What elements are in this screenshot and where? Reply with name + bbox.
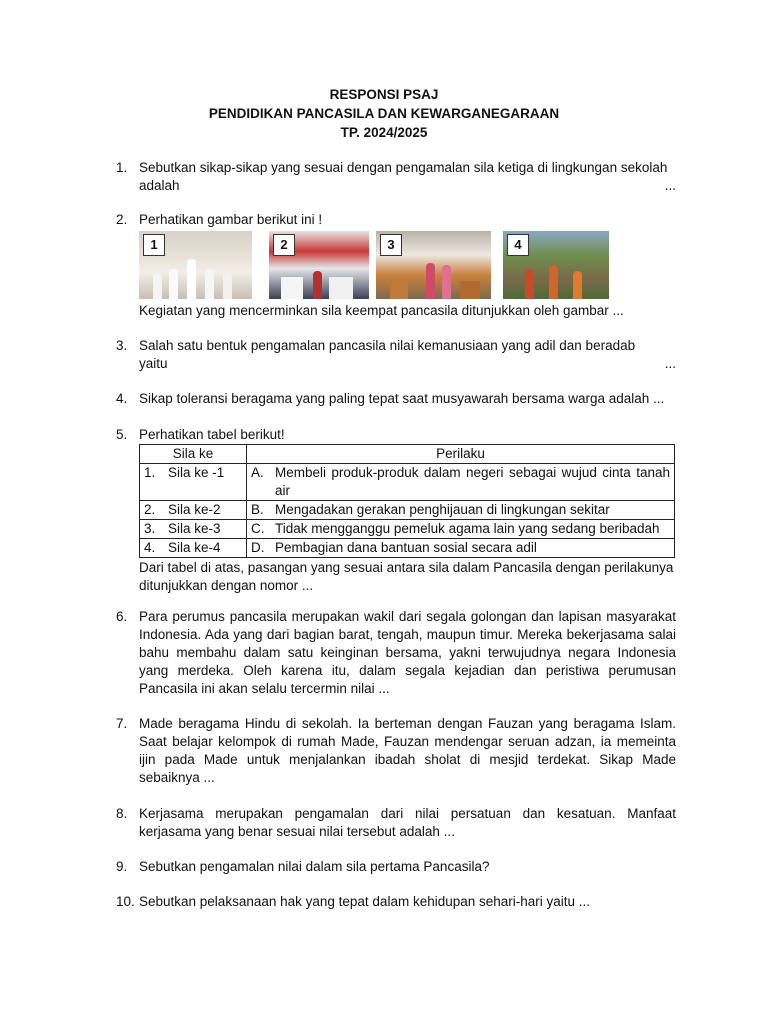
question-text: Sikap toleransi beragama yang paling tepat saat musyawarah bersama warga adalah ... [139, 391, 665, 406]
table-header-cell: Sila ke [140, 445, 247, 464]
question-6 [116, 608, 676, 698]
perilaku-cell: Mengadakan gerakan penghijauan di lingkungan sekitar [275, 502, 610, 517]
question-1 [116, 159, 676, 195]
question-followup: Kegiatan yang mencerminkan sila keempat pancasila ditunjukkan oleh gambar ... [139, 303, 624, 318]
header-title: RESPONSI PSAJ [329, 87, 439, 102]
sila-cell: Sila ke -1 [168, 465, 225, 480]
question-4 [116, 390, 676, 408]
question-3 [116, 337, 676, 373]
image-strip [139, 231, 676, 299]
table-row [140, 501, 675, 520]
question-10 [116, 893, 676, 911]
perilaku-cell: Pembagian dana bantuan sosial secara adil [275, 540, 537, 555]
question-text: Kerjasama merupakan pengamalan dari nilai persatuan dan kesatuan. Manfaat kerjasama yang benar sesuai nilai tersebut adalah ... [139, 806, 676, 839]
document-header [0, 86, 768, 143]
question-followup: Dari tabel di atas, pasangan yang sesuai antara sila dalam Pancasila dengan perilakunya ditunjukkan dengan nomor ... [139, 560, 674, 593]
perilaku-cell: Tidak mengganggu pemeluk agama lain yang sedang beribadah [275, 521, 660, 536]
question-number: 7. [116, 716, 128, 731]
row-number: 4. [144, 540, 156, 555]
photo-1-prayer-image [139, 231, 252, 299]
question-number: 5. [116, 427, 128, 442]
question-text: Sebutkan sikap-sikap yang sesuai dengan pengamalan sila ketiga di lingkungan sekolah [139, 160, 668, 175]
question-number: 2. [116, 212, 128, 227]
header-subject: PENDIDIKAN PANCASILA DAN KEWARGANEGARAAN [208, 106, 560, 121]
question-text: Sebutkan pengamalan nilai dalam sila pertama Pancasila? [139, 859, 490, 874]
photo-badge: 1 [143, 234, 165, 256]
row-letter: D. [251, 540, 265, 555]
row-number: 3. [144, 521, 156, 536]
question-number: 10. [116, 894, 135, 909]
question-number: 6. [116, 609, 128, 624]
row-letter: A. [251, 465, 264, 480]
photo-3-aid-distribution-image [376, 231, 491, 299]
question-8 [116, 805, 676, 841]
photo-4-gotong-royong-image [503, 231, 609, 299]
question-text: Made beragama Hindu di sekolah. Ia berteman dengan Fauzan yang beragama Islam. Saat belajar kelompok di rumah Made, Fauzan mendengar seruan adzan, ia memeinta ijin pada Made untuk menjalankan ibadah sholat di mesjid terdekat. Sikap Made sebaiknya ... [139, 716, 676, 785]
photo-2-voting-image [269, 231, 369, 299]
perilaku-cell: Membeli produk-produk dalam negeri sebagai wujud cinta tanah air [275, 465, 670, 498]
table-header-cell: Perilaku [247, 445, 675, 464]
table-row [140, 539, 675, 558]
question-text: Salah satu bentuk pengamalan pancasila nilai kemanusiaan yang adil dan beradab [139, 338, 636, 353]
photo-badge: 2 [273, 234, 295, 256]
question-7 [116, 715, 676, 787]
photo-badge: 3 [380, 234, 402, 256]
row-letter: C. [251, 521, 265, 536]
question-text: Sebutkan pelaksanaan hak yang tepat dalam kehidupan sehari-hari yaitu ... [139, 894, 591, 909]
sila-table [139, 444, 675, 558]
question-text: Perhatikan tabel berikut! [139, 427, 285, 442]
sila-cell: Sila ke-4 [168, 540, 221, 555]
question-number: 3. [116, 338, 128, 353]
question-number: 8. [116, 806, 128, 821]
question-number: 4. [116, 391, 128, 406]
row-letter: B. [251, 502, 264, 517]
question-number: 1. [116, 160, 128, 175]
table-row [140, 520, 675, 539]
answer-dots: ... [664, 178, 676, 193]
question-text: Para perumus pancasila merupakan wakil dari segala golongan dan lapisan masyarakat Indonesia. Ada yang dari bagian barat, tengah, maupun timur. Mereka bekerjasama salai bahu membahu dalam satu keinginan bersama, yakni terwujudnya negara Indonesia yang merdeka. Oleh karena itu, dalam segala kejadian dan peristiwa perumusan Pancasila ini akan selalu tercermin nilai ... [139, 609, 676, 696]
question-5 [116, 426, 676, 595]
row-number: 2. [144, 502, 156, 517]
table-row [140, 464, 675, 501]
sila-cell: Sila ke-2 [168, 502, 221, 517]
photo-badge: 4 [507, 234, 529, 256]
question-tail: adalah [139, 178, 180, 193]
question-9 [116, 858, 676, 876]
answer-dots: ... [664, 356, 676, 371]
question-tail: yaitu [139, 356, 168, 371]
row-number: 1. [144, 465, 156, 480]
question-text: Perhatikan gambar berikut ini ! [139, 212, 323, 227]
sila-cell: Sila ke-3 [168, 521, 221, 536]
table-header-row [140, 445, 675, 464]
question-number: 9. [116, 859, 128, 874]
header-year: TP. 2024/2025 [340, 125, 428, 140]
question-2 [116, 211, 676, 320]
